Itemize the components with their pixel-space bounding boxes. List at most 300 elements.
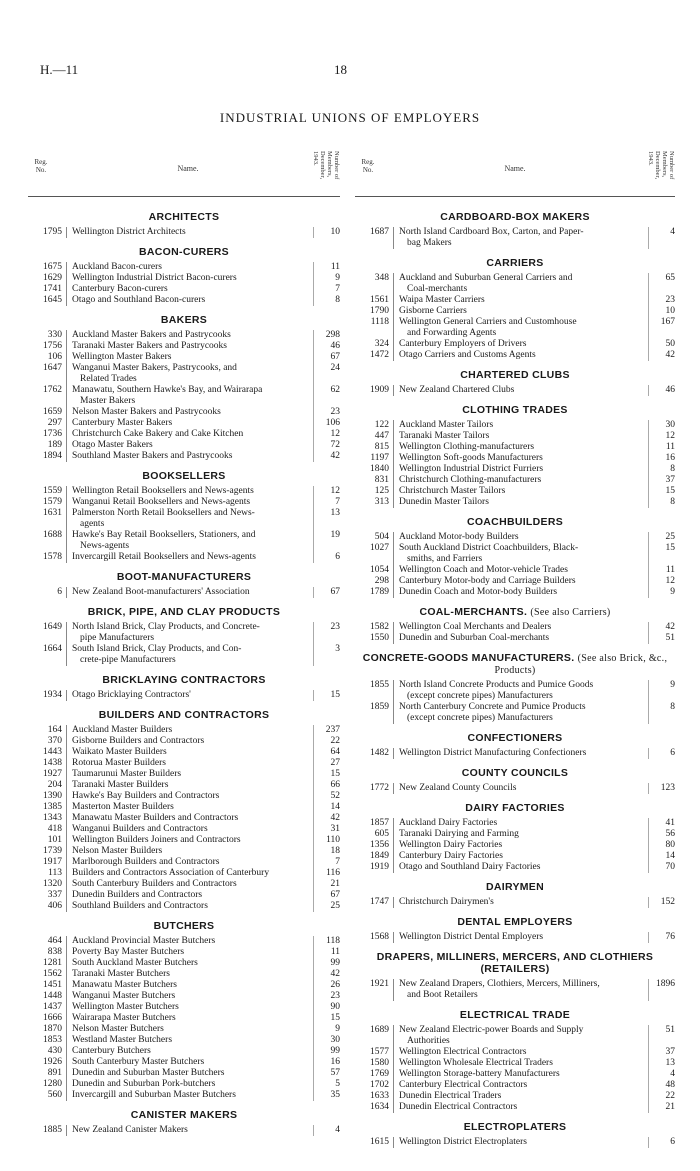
member-count: 23 bbox=[313, 407, 340, 418]
member-count: 65 bbox=[648, 273, 675, 295]
union-name bbox=[66, 802, 313, 813]
member-count: 167 bbox=[648, 317, 675, 339]
reg-number: 1689 bbox=[370, 1025, 389, 1035]
union-name bbox=[393, 350, 648, 361]
members-header bbox=[647, 151, 675, 193]
section-heading-text: DAIRYMEN bbox=[485, 881, 544, 893]
union-name-line: Auckland Master Builders bbox=[72, 725, 173, 735]
union-name bbox=[393, 464, 648, 475]
union-name bbox=[393, 587, 648, 598]
union-name-line: Wellington District Electroplaters bbox=[399, 1137, 527, 1147]
member-count: 42 bbox=[313, 813, 340, 824]
union-name-line: Auckland Motor-body Builders bbox=[399, 532, 519, 542]
members-header-text: Number of Members, December, 1943. bbox=[312, 151, 340, 180]
table-row bbox=[355, 680, 675, 702]
reg-number: 1443 bbox=[43, 747, 62, 757]
union-name-line: Gisborne Carriers bbox=[399, 306, 467, 316]
union-name bbox=[66, 747, 313, 758]
union-name bbox=[393, 862, 648, 873]
table-row bbox=[355, 576, 675, 587]
member-count: 42 bbox=[648, 350, 675, 361]
reg-number: 1629 bbox=[43, 273, 62, 283]
reg-number: 348 bbox=[374, 273, 389, 283]
union-name-line: Wellington Industrial District Furriers bbox=[399, 464, 544, 474]
reg-number: 1769 bbox=[370, 1069, 389, 1079]
union-name-line: Wanganui Master Bakers, Pastrycooks, and bbox=[72, 363, 237, 373]
section-heading-text: ELECTROPLATERS bbox=[463, 1121, 567, 1133]
member-count: 21 bbox=[648, 1102, 675, 1113]
member-count: 51 bbox=[648, 1025, 675, 1047]
union-name bbox=[66, 879, 313, 890]
column-header bbox=[28, 148, 340, 197]
union-name bbox=[66, 418, 313, 429]
union-name-line: Canterbury Dairy Factories bbox=[399, 851, 503, 861]
union-name bbox=[66, 980, 313, 991]
union-name-line: Dunedin Master Tailors bbox=[399, 497, 489, 507]
union-name-line: Gisborne Builders and Contractors bbox=[72, 736, 205, 746]
reg-number: 1451 bbox=[43, 980, 62, 990]
table-row bbox=[355, 748, 675, 759]
member-count: 237 bbox=[313, 725, 340, 736]
section-heading-text: BAKERS bbox=[160, 314, 208, 326]
union-name bbox=[66, 1079, 313, 1090]
section-see-also: (See also Brick, &c., Products) bbox=[494, 653, 668, 676]
member-count: 6 bbox=[313, 552, 340, 563]
union-name-line: Christchurch Cake Bakery and Cake Kitchen bbox=[72, 429, 244, 439]
member-count: 4 bbox=[648, 1069, 675, 1080]
reg-number: 1482 bbox=[370, 748, 389, 758]
member-count: 12 bbox=[313, 429, 340, 440]
table-row bbox=[355, 532, 675, 543]
table-row bbox=[28, 1057, 340, 1068]
union-name-line: Wellington Industrial District Bacon-curers bbox=[72, 273, 237, 283]
union-name-line: Canterbury Butchers bbox=[72, 1046, 151, 1056]
table-row bbox=[28, 835, 340, 846]
right-column bbox=[355, 148, 675, 1148]
union-name bbox=[66, 758, 313, 769]
section-heading-text: BUILDERS AND CONTRACTORS bbox=[98, 709, 270, 721]
member-count: 15 bbox=[648, 486, 675, 497]
table-row bbox=[28, 758, 340, 769]
union-name bbox=[66, 780, 313, 791]
table-row bbox=[28, 991, 340, 1002]
union-name-line: Otago and Southland Bacon-curers bbox=[72, 295, 206, 305]
union-name-line: Wanganui Master Butchers bbox=[72, 991, 176, 1001]
table-row bbox=[28, 352, 340, 363]
section-heading-text: COAL-MERCHANTS. bbox=[419, 606, 528, 618]
member-count: 18 bbox=[313, 846, 340, 857]
table-row bbox=[28, 451, 340, 462]
section-heading bbox=[355, 951, 675, 975]
members-header bbox=[312, 151, 340, 193]
member-count: 72 bbox=[313, 440, 340, 451]
member-count: 51 bbox=[648, 633, 675, 644]
reg-number: 1631 bbox=[43, 508, 62, 518]
member-count: 46 bbox=[313, 341, 340, 352]
member-count: 27 bbox=[313, 758, 340, 769]
section-heading-text: BUTCHERS bbox=[153, 920, 215, 932]
section-heading bbox=[28, 709, 340, 721]
union-name-line: Canterbury Bacon-curers bbox=[72, 284, 168, 294]
reg-number: 406 bbox=[47, 901, 62, 911]
reg-number: 1894 bbox=[43, 451, 62, 461]
reg-number: 1688 bbox=[43, 530, 62, 540]
union-name-line: Waikato Master Builders bbox=[72, 747, 167, 757]
union-name-line: Canterbury Electrical Contractors bbox=[399, 1080, 528, 1090]
table-row bbox=[28, 552, 340, 563]
member-count: 76 bbox=[648, 932, 675, 943]
member-count: 116 bbox=[313, 868, 340, 879]
member-count: 37 bbox=[648, 475, 675, 486]
member-count: 11 bbox=[313, 262, 340, 273]
reg-number: 1789 bbox=[370, 587, 389, 597]
member-count: 25 bbox=[313, 901, 340, 912]
union-name-line: Southland Builders and Contractors bbox=[72, 901, 208, 911]
section-heading bbox=[28, 314, 340, 326]
table-row bbox=[28, 1024, 340, 1035]
section-heading-text: BRICK, PIPE, AND CLAY PRODUCTS bbox=[87, 606, 281, 618]
table-row bbox=[355, 497, 675, 508]
column-header bbox=[355, 148, 675, 197]
reg-number: 122 bbox=[374, 420, 389, 430]
table-row bbox=[28, 284, 340, 295]
table-row bbox=[28, 429, 340, 440]
table-row bbox=[355, 273, 675, 295]
reg-number: 1666 bbox=[43, 1013, 62, 1023]
union-name-continuation: and Forwarding Agents bbox=[407, 328, 497, 338]
table-row bbox=[28, 780, 340, 791]
table-row bbox=[355, 453, 675, 464]
union-name bbox=[66, 273, 313, 284]
reg-number: 418 bbox=[47, 824, 62, 834]
section-heading bbox=[28, 470, 340, 482]
table-row bbox=[28, 644, 340, 666]
union-name-line: Rotorua Master Builders bbox=[72, 758, 166, 768]
table-row bbox=[28, 690, 340, 701]
union-name bbox=[66, 508, 313, 530]
union-name bbox=[66, 262, 313, 273]
union-name-line: Wellington Master Bakers bbox=[72, 352, 172, 362]
reg-number: 1739 bbox=[43, 846, 62, 856]
member-count: 8 bbox=[648, 464, 675, 475]
reg-number: 1577 bbox=[370, 1047, 389, 1057]
union-name bbox=[66, 363, 313, 385]
union-name-line: North Island Cardboard Box, Carton, and Paper- bbox=[399, 227, 584, 237]
member-count: 22 bbox=[648, 1091, 675, 1102]
section-heading-text: CONCRETE-GOODS MANUFACTURERS. bbox=[362, 652, 575, 664]
reg-number: 464 bbox=[47, 936, 62, 946]
table-row bbox=[355, 1080, 675, 1091]
table-row bbox=[355, 818, 675, 829]
reg-number: 370 bbox=[47, 736, 62, 746]
union-name bbox=[393, 680, 648, 702]
table-row bbox=[28, 440, 340, 451]
union-name bbox=[66, 341, 313, 352]
table-row bbox=[355, 1091, 675, 1102]
union-name-line: Dunedin Electrical Traders bbox=[399, 1091, 502, 1101]
table-row bbox=[355, 1069, 675, 1080]
union-name-line: Masterton Master Builders bbox=[72, 802, 174, 812]
table-row bbox=[28, 802, 340, 813]
union-name bbox=[66, 227, 313, 238]
member-count: 80 bbox=[648, 840, 675, 851]
union-name-line: Otago Bricklaying Contractors' bbox=[72, 690, 191, 700]
union-name bbox=[393, 486, 648, 497]
section-heading bbox=[28, 920, 340, 932]
table-row bbox=[28, 295, 340, 306]
union-name bbox=[66, 644, 313, 666]
union-name-line: Auckland Provincial Master Butchers bbox=[72, 936, 216, 946]
union-name bbox=[393, 1069, 648, 1080]
reg-number: 1634 bbox=[370, 1102, 389, 1112]
table-row bbox=[355, 227, 675, 249]
union-name-line: Wellington Wholesale Electrical Traders bbox=[399, 1058, 553, 1068]
reg-number: 1934 bbox=[43, 690, 62, 700]
section-heading-text: CARRIERS bbox=[486, 257, 544, 269]
union-name bbox=[393, 818, 648, 829]
reg-number: 1356 bbox=[370, 840, 389, 850]
union-name-line: Wellington Master Butchers bbox=[72, 1002, 179, 1012]
union-name bbox=[393, 420, 648, 431]
table-row bbox=[355, 851, 675, 862]
member-count: 10 bbox=[648, 306, 675, 317]
union-name-line: Wellington District Architects bbox=[72, 227, 186, 237]
member-count: 298 bbox=[313, 330, 340, 341]
union-name-line: Dunedin and Suburban Coal-merchants bbox=[399, 633, 550, 643]
reg-number: 1615 bbox=[370, 1137, 389, 1147]
union-name bbox=[66, 497, 313, 508]
member-count: 7 bbox=[313, 284, 340, 295]
left-column bbox=[28, 148, 340, 1136]
table-row bbox=[28, 273, 340, 284]
union-name-line: Nelson Master Butchers bbox=[72, 1024, 164, 1034]
union-name-line: North Island Brick, Clay Products, and Concrete- bbox=[72, 622, 260, 632]
reg-number: 1578 bbox=[43, 552, 62, 562]
union-name-line: Auckland and Suburban General Carriers and bbox=[399, 273, 573, 283]
table-row bbox=[28, 846, 340, 857]
table-row bbox=[355, 829, 675, 840]
member-count: 4 bbox=[648, 227, 675, 249]
reg-number: 1927 bbox=[43, 769, 62, 779]
table-row bbox=[28, 769, 340, 780]
section-heading-text: ARCHITECTS bbox=[148, 211, 220, 223]
union-name-line: Dunedin Electrical Contractors bbox=[399, 1102, 518, 1112]
table-row bbox=[28, 969, 340, 980]
union-name bbox=[393, 273, 648, 295]
table-row bbox=[355, 587, 675, 598]
union-name-continuation: (except concrete pipes) Manufacturers bbox=[407, 713, 553, 723]
union-name-line: Wairarapa Master Butchers bbox=[72, 1013, 176, 1023]
union-name bbox=[66, 857, 313, 868]
reg-number: 1579 bbox=[43, 497, 62, 507]
union-name bbox=[66, 835, 313, 846]
union-name-line: Hawke's Bay Retail Booksellers, Stationers, and bbox=[72, 530, 256, 540]
table-row bbox=[28, 857, 340, 868]
name-header: Name. bbox=[177, 164, 199, 173]
right-column-body bbox=[355, 197, 675, 1148]
member-count: 11 bbox=[313, 947, 340, 958]
section-heading bbox=[28, 674, 340, 686]
table-row bbox=[28, 1046, 340, 1057]
reg-number: 831 bbox=[374, 475, 389, 485]
union-name bbox=[393, 840, 648, 851]
section-heading bbox=[355, 732, 675, 744]
union-name-line: Wellington General Carriers and Customhouse bbox=[399, 317, 577, 327]
table-row bbox=[28, 980, 340, 991]
member-count: 5 bbox=[313, 1079, 340, 1090]
union-name bbox=[66, 725, 313, 736]
union-name-line: Taumarunui Master Builders bbox=[72, 769, 182, 779]
name-header: Name. bbox=[504, 164, 526, 173]
reg-number: 1054 bbox=[370, 565, 389, 575]
member-count: 41 bbox=[648, 818, 675, 829]
reg-number: 6 bbox=[57, 587, 62, 597]
page-title: INDUSTRIAL UNIONS OF EMPLOYERS bbox=[219, 110, 481, 125]
reg-number: 1385 bbox=[43, 802, 62, 812]
reg-number: 1448 bbox=[43, 991, 62, 1001]
reg-number: 1917 bbox=[43, 857, 62, 867]
section-heading-text: CLOTHING TRADES bbox=[462, 404, 568, 416]
section-heading bbox=[355, 369, 675, 381]
member-count: 16 bbox=[648, 453, 675, 464]
member-count: 152 bbox=[648, 897, 675, 908]
union-name bbox=[393, 783, 648, 794]
section-heading-text: DAIRY FACTORIES bbox=[465, 802, 565, 814]
union-name bbox=[393, 1047, 648, 1058]
union-name-line: New Zealand Boot-manufacturers' Association bbox=[72, 587, 250, 597]
section-heading-text: COUNTY COUNCILS bbox=[461, 767, 569, 779]
union-name-line: Taranaki Dairying and Farming bbox=[399, 829, 519, 839]
union-name bbox=[393, 1025, 648, 1047]
union-name bbox=[66, 991, 313, 1002]
member-count: 23 bbox=[313, 991, 340, 1002]
table-row bbox=[355, 339, 675, 350]
union-name bbox=[66, 552, 313, 563]
member-count: 8 bbox=[648, 702, 675, 724]
union-name bbox=[393, 565, 648, 576]
section-heading-text: ELECTRICAL TRADE bbox=[459, 1009, 571, 1021]
member-count: 42 bbox=[313, 969, 340, 980]
section-heading bbox=[355, 881, 675, 893]
reg-number: 1197 bbox=[370, 453, 389, 463]
union-name-line: South Canterbury Builders and Contractors bbox=[72, 879, 237, 889]
table-row bbox=[355, 702, 675, 724]
union-name-line: Auckland Bacon-curers bbox=[72, 262, 162, 272]
union-name-line: Wellington Soft-goods Manufacturers bbox=[399, 453, 543, 463]
member-count: 15 bbox=[648, 543, 675, 565]
table-row bbox=[28, 262, 340, 273]
member-count: 9 bbox=[313, 1024, 340, 1035]
table-row bbox=[355, 622, 675, 633]
member-count: 26 bbox=[313, 980, 340, 991]
section-heading bbox=[355, 916, 675, 928]
union-name-line: Builders and Contractors Association of Canterbury bbox=[72, 868, 270, 878]
member-count: 66 bbox=[313, 780, 340, 791]
section-heading bbox=[355, 257, 675, 269]
section-heading-text: BRICKLAYING CONTRACTORS bbox=[102, 674, 266, 686]
table-row bbox=[28, 868, 340, 879]
reg-number: 1280 bbox=[43, 1079, 62, 1089]
union-name bbox=[393, 829, 648, 840]
reg-number: 337 bbox=[47, 890, 62, 900]
table-row bbox=[28, 901, 340, 912]
table-row bbox=[28, 1125, 340, 1136]
reg-number: 1675 bbox=[43, 262, 62, 272]
table-row bbox=[28, 497, 340, 508]
union-name bbox=[393, 475, 648, 486]
section-heading-text: CONFECTIONERS bbox=[467, 732, 563, 744]
union-name bbox=[66, 846, 313, 857]
union-name bbox=[66, 901, 313, 912]
union-name-line: Auckland Master Tailors bbox=[399, 420, 494, 430]
table-row bbox=[28, 622, 340, 644]
section-heading-text: BOOKSELLERS bbox=[142, 470, 226, 482]
table-row bbox=[355, 464, 675, 475]
member-count: 52 bbox=[313, 791, 340, 802]
member-count: 13 bbox=[648, 1058, 675, 1069]
union-name bbox=[66, 295, 313, 306]
table-row bbox=[28, 530, 340, 552]
table-row bbox=[355, 543, 675, 565]
union-name-continuation: bag Makers bbox=[407, 238, 452, 248]
union-name-line: Wellington Dairy Factories bbox=[399, 840, 503, 850]
reg-number: 1664 bbox=[43, 644, 62, 654]
table-row bbox=[28, 1013, 340, 1024]
union-name-line: New Zealand Canister Makers bbox=[72, 1125, 188, 1135]
union-name bbox=[393, 295, 648, 306]
reg-number: 1919 bbox=[370, 862, 389, 872]
union-name bbox=[393, 979, 648, 1001]
reg-number: 560 bbox=[47, 1090, 62, 1100]
union-name bbox=[393, 702, 648, 724]
union-name-line: Wellington Storage-battery Manufacturers bbox=[399, 1069, 560, 1079]
union-name bbox=[393, 1080, 648, 1091]
union-name bbox=[66, 429, 313, 440]
reg-number: 1772 bbox=[370, 783, 389, 793]
reg-number: 106 bbox=[47, 352, 62, 362]
table-row bbox=[28, 824, 340, 835]
union-name bbox=[393, 497, 648, 508]
reg-number: 1659 bbox=[43, 407, 62, 417]
member-count: 10 bbox=[313, 227, 340, 238]
table-row bbox=[28, 363, 340, 385]
union-name-line: North Canterbury Concrete and Pumice Products bbox=[399, 702, 586, 712]
member-count: 14 bbox=[648, 851, 675, 862]
union-name-line: Wanganui Retail Booksellers and News-agents bbox=[72, 497, 251, 507]
reg-number: 504 bbox=[374, 532, 389, 542]
page-number: 18 bbox=[334, 62, 347, 77]
union-name-line: Dunedin and Suburban Master Butchers bbox=[72, 1068, 225, 1078]
reg-number: 1390 bbox=[43, 791, 62, 801]
union-name bbox=[66, 407, 313, 418]
table-row bbox=[355, 295, 675, 306]
table-row bbox=[355, 431, 675, 442]
union-name-continuation: Coal-merchants bbox=[407, 284, 468, 294]
member-count: 6 bbox=[648, 748, 675, 759]
union-name-line: Taranaki Master Tailors bbox=[399, 431, 490, 441]
table-row bbox=[355, 317, 675, 339]
union-name bbox=[393, 932, 648, 943]
union-name-line: Dunedin Builders and Contractors bbox=[72, 890, 203, 900]
reg-number: 1472 bbox=[370, 350, 389, 360]
table-row bbox=[28, 418, 340, 429]
union-name bbox=[393, 317, 648, 339]
member-count: 56 bbox=[648, 829, 675, 840]
union-name bbox=[393, 1091, 648, 1102]
table-row bbox=[355, 306, 675, 317]
union-name-line: Invercargill and Suburban Master Butchers bbox=[72, 1090, 236, 1100]
union-name-continuation: crete-pipe Manufacturers bbox=[80, 655, 176, 665]
